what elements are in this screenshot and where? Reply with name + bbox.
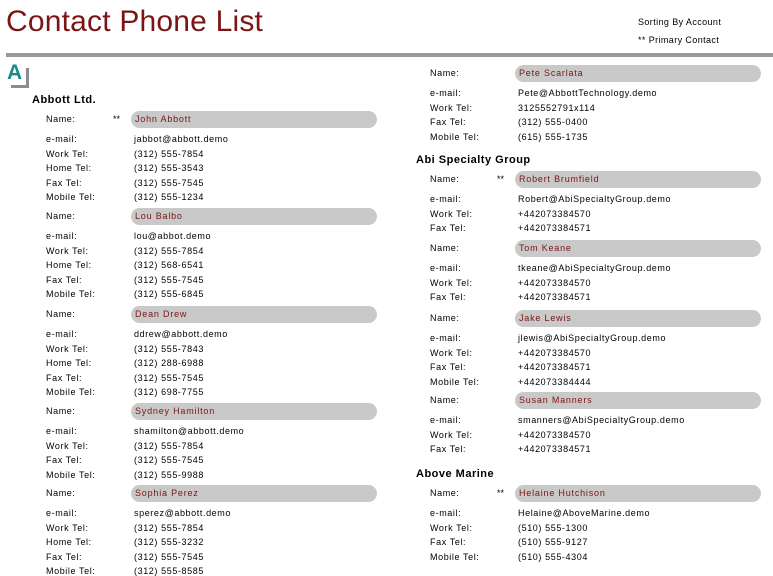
field-label: Work Tel:	[430, 277, 473, 288]
field-label: Fax Tel:	[430, 444, 467, 455]
field-value: (312) 555-7545	[134, 372, 204, 383]
name-label: Name:	[46, 114, 76, 124]
contact-name: Sydney Hamilton	[131, 403, 377, 420]
field-value: (312) 555-7843	[134, 343, 204, 354]
contact-field-row	[430, 223, 773, 238]
contact-field-row	[430, 552, 773, 567]
contact-card	[430, 310, 773, 391]
field-value: lou@abbot.demo	[134, 231, 212, 241]
contact-field-row	[430, 292, 773, 307]
contact-name-row	[46, 111, 426, 129]
contact-field-row	[46, 149, 426, 164]
field-label: Fax Tel:	[46, 177, 83, 188]
header-divider	[6, 53, 773, 57]
contact-field-row	[430, 377, 773, 392]
field-label: Work Tel:	[46, 245, 89, 256]
field-value: (312) 555-8585	[134, 566, 204, 576]
field-label: e-mail:	[46, 508, 78, 518]
name-label: Name:	[46, 406, 76, 416]
field-value: (312) 555-7545	[134, 177, 204, 188]
field-value: (312) 555-7854	[134, 245, 204, 256]
field-label: Fax Tel:	[430, 537, 467, 548]
field-label: e-mail:	[430, 263, 462, 273]
contact-name-row	[46, 485, 426, 503]
contact-field-row	[430, 132, 773, 147]
contact-field-row	[430, 263, 773, 278]
field-value: +442073384570	[518, 208, 592, 219]
field-label: Mobile Tel:	[46, 387, 96, 398]
field-value: +442073384571	[518, 444, 592, 455]
contact-field-row	[46, 178, 426, 193]
field-value: +442073384570	[518, 277, 592, 288]
contact-name: Tom Keane	[515, 240, 761, 257]
contact-field-row	[46, 260, 426, 275]
field-value: (615) 555-1735	[518, 131, 588, 142]
field-label: Mobile Tel:	[430, 131, 480, 142]
contact-name: Robert Brumfield	[515, 171, 761, 188]
field-label: Work Tel:	[46, 440, 89, 451]
name-label: Name:	[46, 488, 76, 498]
contact-field-row	[46, 523, 426, 538]
contact-field-row	[430, 278, 773, 293]
contact-card	[46, 208, 426, 304]
contact-field-row	[46, 455, 426, 470]
field-value: (312) 555-1234	[134, 192, 204, 203]
name-label: Name:	[430, 395, 460, 405]
contact-field-row	[46, 552, 426, 567]
field-value: +442073384570	[518, 347, 592, 358]
contact-name-row	[430, 171, 773, 189]
name-label: Name:	[46, 309, 76, 319]
field-label: Mobile Tel:	[46, 289, 96, 300]
field-label: e-mail:	[430, 194, 462, 204]
field-value: (312) 555-9988	[134, 469, 204, 480]
field-value: (312) 555-7854	[134, 148, 204, 159]
field-value: tkeane@AbiSpecialtyGroup.demo	[518, 263, 672, 273]
field-label: Work Tel:	[430, 429, 473, 440]
field-value: shamilton@abbott.demo	[134, 426, 245, 436]
contact-name-row	[46, 208, 426, 226]
field-label: Work Tel:	[46, 148, 89, 159]
contact-field-row	[46, 246, 426, 261]
field-label: Fax Tel:	[46, 274, 83, 285]
field-label: Work Tel:	[430, 522, 473, 533]
field-value: +442073384571	[518, 223, 592, 234]
field-value: +442073384571	[518, 292, 592, 303]
contact-fields	[46, 508, 426, 576]
contact-card	[430, 240, 773, 307]
company-heading: Abi Specialty Group	[416, 154, 531, 166]
contact-fields	[430, 333, 773, 391]
field-value: (312) 698-7755	[134, 387, 204, 398]
contact-field-row	[430, 537, 773, 552]
field-value: +442073384570	[518, 429, 592, 440]
contact-field-row	[430, 444, 773, 459]
contact-field-row	[46, 387, 426, 402]
contact-name-row	[430, 65, 773, 83]
contact-field-row	[430, 103, 773, 118]
contact-field-row	[46, 134, 426, 149]
field-label: e-mail:	[46, 329, 78, 339]
contact-fields	[430, 508, 773, 566]
name-label: Name:	[430, 68, 460, 78]
field-value: (312) 555-7854	[134, 440, 204, 451]
name-label: Name:	[430, 243, 460, 253]
page-title: Contact Phone List	[6, 5, 264, 38]
primary-contact-marker: **	[497, 488, 505, 498]
field-value: sperez@abbott.demo	[134, 508, 231, 518]
field-label: Work Tel:	[430, 102, 473, 113]
field-label: e-mail:	[46, 426, 78, 436]
contact-field-row	[430, 362, 773, 377]
contact-fields	[46, 134, 426, 207]
contact-field-row	[46, 537, 426, 552]
primary-contact-marker: **	[497, 174, 505, 184]
contact-fields	[430, 88, 773, 146]
contact-fields	[430, 263, 773, 307]
contact-name: Lou Balbo	[131, 208, 377, 225]
field-value: 3125552791x114	[518, 102, 596, 113]
contact-field-row	[46, 329, 426, 344]
contact-card	[46, 111, 426, 207]
contact-name-row	[46, 306, 426, 324]
contact-field-row	[430, 508, 773, 523]
contact-name-row	[430, 392, 773, 410]
primary-contact-marker: **	[113, 114, 121, 124]
name-label: Name:	[46, 211, 76, 221]
contact-field-row	[46, 508, 426, 523]
contact-card	[430, 171, 773, 238]
contact-field-row	[46, 441, 426, 456]
field-label: Mobile Tel:	[46, 469, 96, 480]
contact-name: Susan Manners	[515, 392, 761, 409]
field-label: e-mail:	[430, 508, 462, 518]
contact-field-row	[46, 275, 426, 290]
field-label: Work Tel:	[430, 208, 473, 219]
contact-field-row	[46, 426, 426, 441]
contact-fields	[430, 415, 773, 459]
field-value: (312) 555-3232	[134, 537, 204, 548]
field-label: Mobile Tel:	[430, 376, 480, 387]
field-label: e-mail:	[430, 415, 462, 425]
contact-field-row	[46, 358, 426, 373]
field-label: Fax Tel:	[430, 292, 467, 303]
field-value: (312) 555-3543	[134, 163, 204, 174]
contact-field-row	[430, 333, 773, 348]
contact-name-row	[46, 403, 426, 421]
field-label: Mobile Tel:	[430, 551, 480, 562]
field-label: Home Tel:	[46, 358, 92, 369]
field-label: e-mail:	[46, 134, 78, 144]
field-value: +442073384444	[518, 376, 592, 387]
field-label: e-mail:	[46, 231, 78, 241]
contact-field-row	[430, 415, 773, 430]
field-label: Fax Tel:	[46, 372, 83, 383]
contact-name-row	[430, 310, 773, 328]
contact-fields	[46, 329, 426, 402]
sort-note: Sorting By Account	[638, 17, 722, 27]
field-value: (312) 555-6845	[134, 289, 204, 300]
contact-card	[430, 65, 773, 146]
contact-name-row	[430, 485, 773, 503]
field-value: (312) 555-7545	[134, 455, 204, 466]
field-label: Home Tel:	[46, 163, 92, 174]
contact-field-row	[430, 209, 773, 224]
contact-name: Pete Scarlata	[515, 65, 761, 82]
field-label: Home Tel:	[46, 260, 92, 271]
contact-field-row	[46, 373, 426, 388]
contact-field-row	[46, 566, 426, 576]
field-value: (510) 555-1300	[518, 522, 588, 533]
contact-field-row	[46, 289, 426, 304]
contact-card	[430, 485, 773, 566]
contact-fields	[430, 194, 773, 238]
field-value: (312) 568-6541	[134, 260, 204, 271]
field-value: Robert@AbiSpecialtyGroup.demo	[518, 194, 672, 204]
contact-field-row	[46, 344, 426, 359]
field-value: jlewis@AbiSpecialtyGroup.demo	[518, 333, 667, 343]
company-heading: Above Marine	[416, 468, 495, 480]
contact-name: Dean Drew	[131, 306, 377, 323]
contact-field-row	[46, 470, 426, 485]
field-label: Work Tel:	[46, 343, 89, 354]
field-value: (312) 555-7545	[134, 274, 204, 285]
field-value: jabbot@abbott.demo	[134, 134, 229, 144]
contact-name: Jake Lewis	[515, 310, 761, 327]
contact-card	[46, 485, 426, 576]
contact-field-row	[430, 194, 773, 209]
contact-fields	[46, 426, 426, 484]
field-label: Work Tel:	[46, 522, 89, 533]
field-value: smanners@AbiSpecialtyGroup.demo	[518, 415, 685, 425]
contact-field-row	[430, 348, 773, 363]
field-label: Fax Tel:	[430, 362, 467, 373]
field-value: (312) 555-0400	[518, 117, 588, 128]
field-value: Helaine@AboveMarine.demo	[518, 508, 651, 518]
field-value: (312) 555-7545	[134, 551, 204, 562]
field-label: Fax Tel:	[430, 117, 467, 128]
contact-field-row	[430, 430, 773, 445]
contact-card	[46, 306, 426, 402]
contact-card	[46, 403, 426, 484]
field-value: (312) 288-6988	[134, 358, 204, 369]
field-value: Pete@AbbottTechnology.demo	[518, 88, 658, 98]
field-label: Mobile Tel:	[46, 192, 96, 203]
field-label: Fax Tel:	[46, 551, 83, 562]
field-label: Fax Tel:	[46, 455, 83, 466]
contact-name: John Abbott	[131, 111, 377, 128]
section-letter: A	[6, 63, 26, 85]
contact-field-row	[430, 117, 773, 132]
field-label: Home Tel:	[46, 537, 92, 548]
contact-field-row	[430, 523, 773, 538]
primary-contact-note: ** Primary Contact	[638, 35, 720, 45]
field-label: e-mail:	[430, 333, 462, 343]
field-value: (510) 555-9127	[518, 537, 588, 548]
contact-name-row	[430, 240, 773, 258]
field-value: (510) 555-4304	[518, 551, 588, 562]
contact-field-row	[430, 88, 773, 103]
field-value: ddrew@abbott.demo	[134, 329, 228, 339]
name-label: Name:	[430, 313, 460, 323]
contact-name: Helaine Hutchison	[515, 485, 761, 502]
field-value: +442073384571	[518, 362, 592, 373]
field-label: Mobile Tel:	[46, 566, 96, 576]
contact-card	[430, 392, 773, 459]
field-label: Fax Tel:	[430, 223, 467, 234]
name-label: Name:	[430, 488, 460, 498]
name-label: Name:	[430, 174, 460, 184]
field-value: (312) 555-7854	[134, 522, 204, 533]
field-label: Work Tel:	[430, 347, 473, 358]
contact-field-row	[46, 231, 426, 246]
contact-name: Sophia Perez	[131, 485, 377, 502]
contact-field-row	[46, 163, 426, 178]
company-heading: Abbott Ltd.	[32, 94, 97, 106]
section-letter-badge	[6, 63, 28, 87]
contact-field-row	[46, 192, 426, 207]
contact-fields	[46, 231, 426, 304]
field-label: e-mail:	[430, 88, 462, 98]
